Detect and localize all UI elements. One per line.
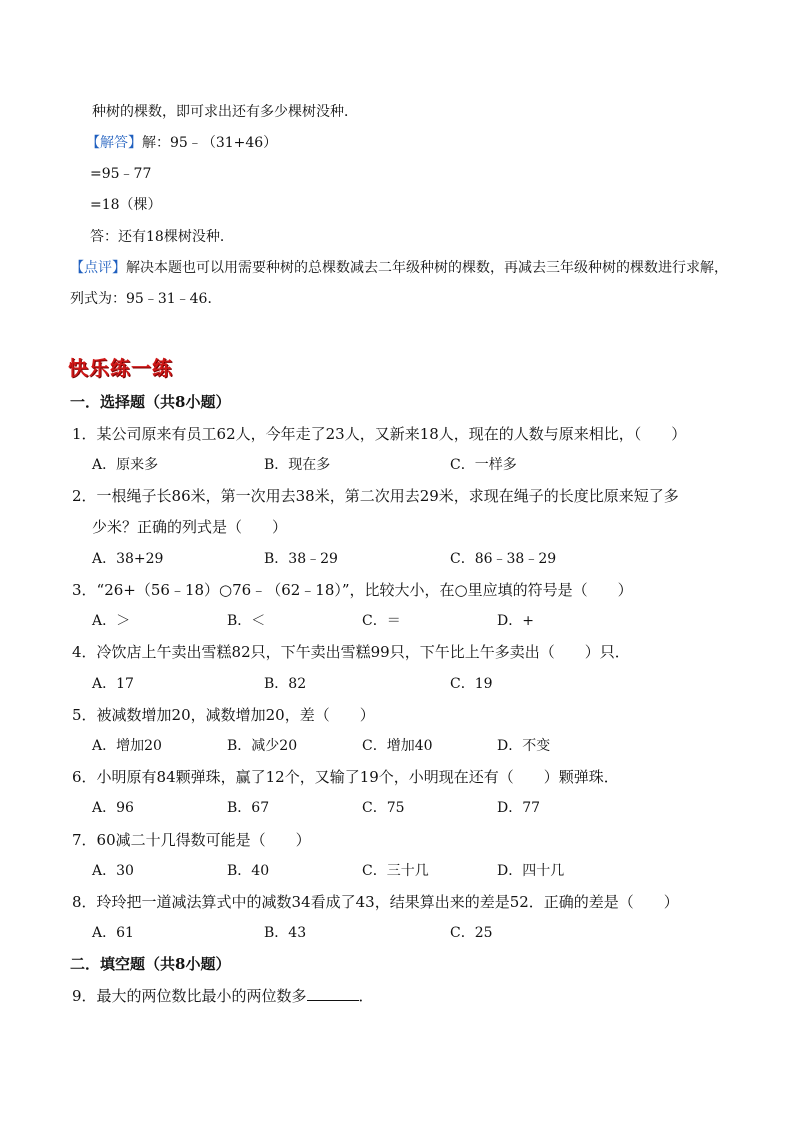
solution-conclusion: 答：还有18棵树没种． [90,229,234,245]
option-c: C．一样多 [450,457,517,473]
question-6: 6．小明原有84颗弹珠，赢了12个，又输了19个，小明现在还有（ ）颗弹珠． [72,768,619,786]
question-3: 3．“26+（56﹣18）○76﹣（62﹣18）”，比较大小，在○里应填的符号是（ ） [72,581,633,599]
question-8-options [92,923,652,943]
option-d: D．+ [497,613,534,629]
question-1-options [92,455,652,475]
option-d: D．四十几 [497,863,565,879]
option-c: C．75 [362,800,405,816]
option-a: A．96 [92,800,134,816]
question-9-text: 9．最大的两位数比最小的两位数多 [72,987,307,1005]
option-b: B．减少20 [227,738,298,754]
practice-heading: 快乐练一练 [68,356,173,380]
comment-text: 解决本题也可以用需要种树的总棵数减去二年级种树的棵数，再减去三年级种树的棵数进行求解， [126,260,728,276]
section-title-choice: 一．选择题（共8小题） [70,393,231,411]
option-b: B．43 [264,925,307,941]
answer-tag: 【解答】 [86,135,142,151]
option-a: A．原来多 [92,457,159,473]
solution-step-2: =18（棵） [90,197,162,213]
option-a: A．30 [92,863,134,879]
question-9-end: ． [358,987,374,1005]
option-c: C．增加40 [362,738,433,754]
solution-step-1: =95﹣77 [90,166,152,182]
question-3-options [92,611,652,631]
question-5: 5．被减数增加20，减数增加20，差（ ） [72,706,375,724]
question-2: 2．一根绳子长86米，第一次用去38米，第二次用去29米，求现在绳子的长度比原来短了多 [72,487,679,505]
question-2-continued: 少米？正确的列式是（ ） [92,518,288,536]
question-2-options [92,549,652,569]
option-b: B．现在多 [264,457,331,473]
question-6-options [92,798,652,818]
option-b: B．40 [227,863,270,879]
option-c: C．三十几 [362,863,429,879]
option-b: B．38﹣29 [264,551,338,567]
option-a: A．＞ [92,613,131,629]
comment-line [70,258,728,278]
answer-line [86,133,277,153]
option-b: B．82 [264,676,307,692]
answer-text: 解：95﹣（31+46） [142,135,278,151]
question-7-options [92,861,652,881]
option-b: B．67 [227,800,270,816]
option-a: A．61 [92,925,134,941]
option-a: A．增加20 [92,738,162,754]
question-7: 7．60减二十几得数可能是（ ） [72,831,311,849]
question-5-options [92,736,652,756]
comment-tag: 【点评】 [70,260,126,276]
section-title-fill: 二．填空题（共8小题） [70,955,231,973]
comment-line-2: 列式为：95﹣31﹣46． [70,291,222,307]
question-4: 4．冷饮店上午卖出雪糕82只，下午卖出雪糕99只，下午比上午多卖出（ ）只． [72,643,630,661]
option-a: A．17 [92,676,134,692]
option-c: C．19 [450,676,493,692]
option-a: A．38+29 [92,551,164,567]
option-d: D．不变 [497,738,551,754]
option-c: C．86﹣38﹣29 [450,551,557,567]
option-c: C．25 [450,925,493,941]
question-9 [72,986,374,1006]
solution-line-1: 种树的棵数，即可求出还有多少棵树没种． [92,104,358,120]
question-1: 1．某公司原来有员工62人，今年走了23人，又新来18人，现在的人数与原来相比，（ ） [72,425,687,443]
answer-blank [307,986,359,1001]
option-c: C．＝ [362,613,401,629]
question-8: 8．玲玲把一道减法算式中的减数34看成了43，结果算出来的差是52．正确的差是（ ） [72,893,679,911]
question-4-options [92,674,652,694]
option-d: D．77 [497,800,541,816]
option-b: B．＜ [227,613,266,629]
